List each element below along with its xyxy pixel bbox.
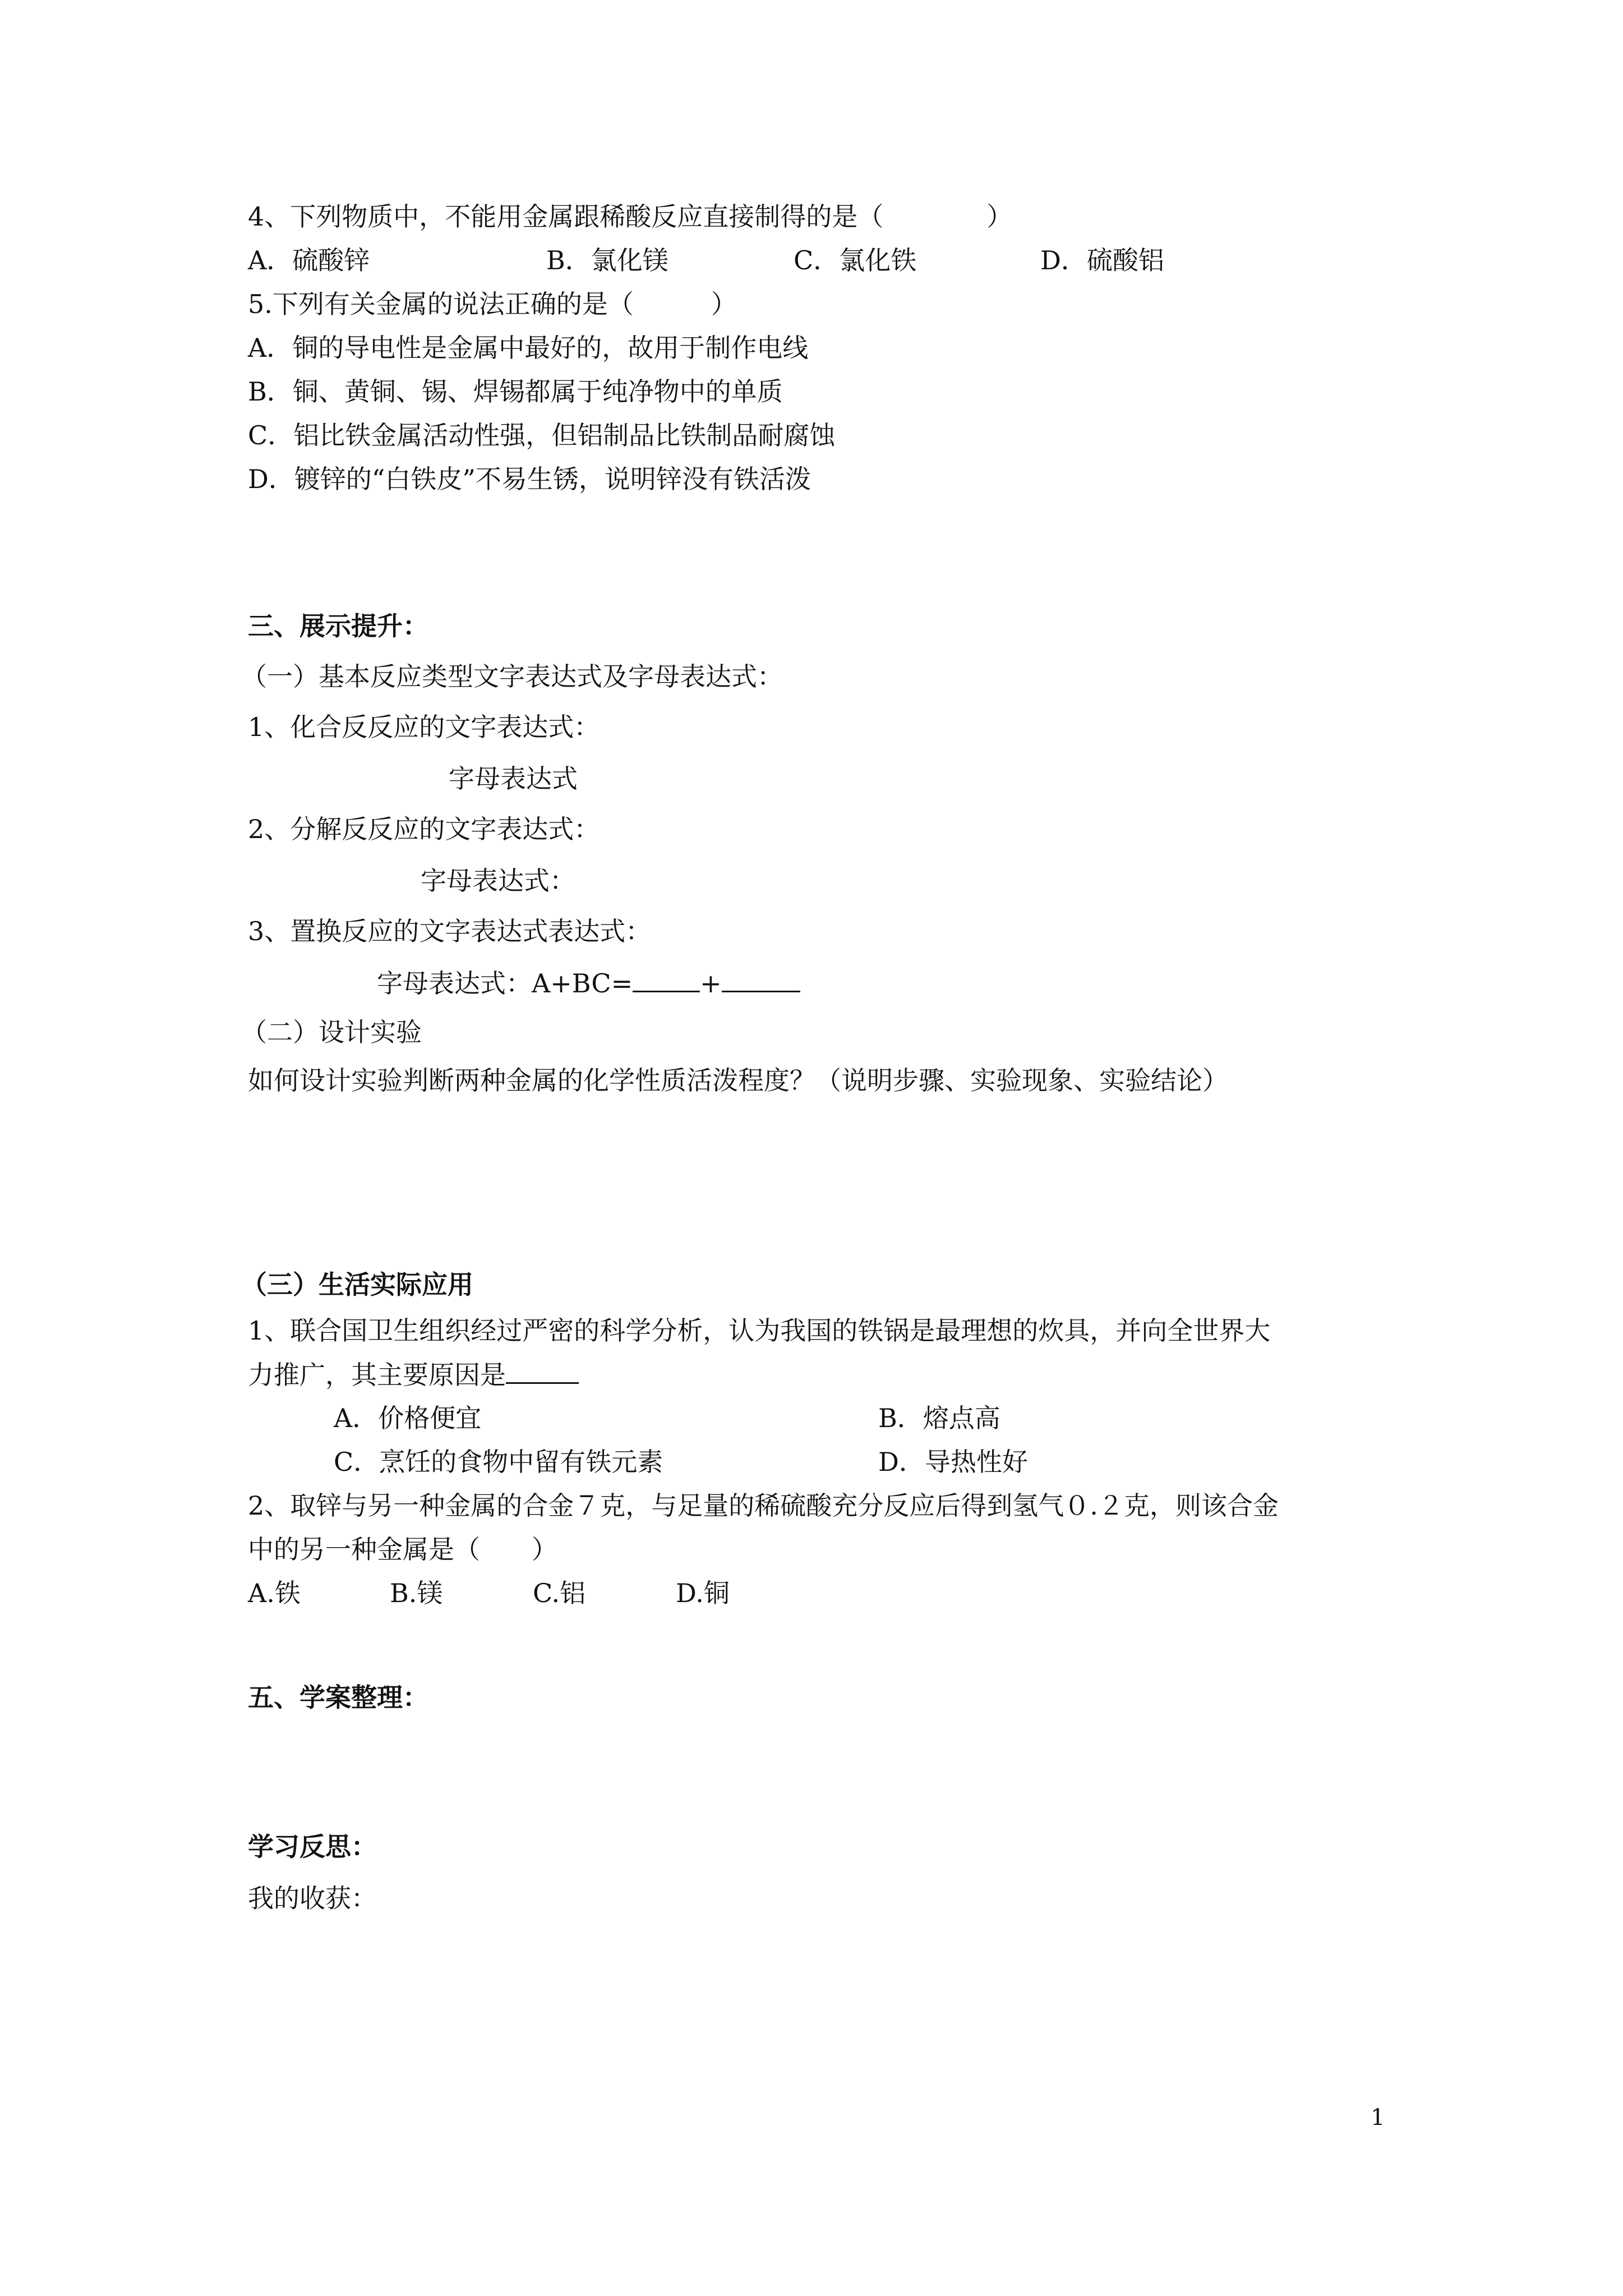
app1-line2-text: 力推广，其主要原因是 xyxy=(248,1360,506,1390)
app1-option-d: D．导热性好 xyxy=(878,1447,1028,1477)
section3-sub2: （二）设计实验 xyxy=(241,1017,422,1047)
section5-heading: 五、学案整理： xyxy=(248,1682,428,1713)
reflection-heading: 学习反思： xyxy=(248,1832,377,1862)
app1-option-c: C．烹饪的食物中留有铁元素 xyxy=(334,1447,663,1477)
app2-option-d: D.铜 xyxy=(676,1578,730,1608)
formula-prefix: 字母表达式：A+BC= xyxy=(377,968,633,999)
reflection-gains: 我的收获： xyxy=(248,1883,377,1913)
section3-sub3: （三）生活实际应用 xyxy=(241,1269,473,1300)
q4-option-c: C．氯化铁 xyxy=(794,245,917,275)
formula-blank-1 xyxy=(633,966,700,992)
q5-option-b: B．铜、黄铜、锡、焊锡都属于纯净物中的单质 xyxy=(248,376,783,407)
q5-option-c: C．铝比铁金属活动性强，但铝制品比铁制品耐腐蚀 xyxy=(248,420,836,450)
q5-stem: 5.下列有关金属的说法正确的是（ ） xyxy=(248,289,737,319)
section3-item3: 3、置换反应的文字表达式表达式： xyxy=(248,916,652,946)
section3-sub1: （一）基本反应类型文字表达式及字母表达式： xyxy=(241,661,783,692)
q4-option-a: A．硫酸锌 xyxy=(248,245,370,275)
app2-option-c: C.铝 xyxy=(533,1578,586,1608)
section3-heading: 三、展示提升： xyxy=(248,611,428,641)
app2-option-b: B.镁 xyxy=(390,1578,443,1608)
section3-item1-formula: 字母表达式 xyxy=(449,763,578,794)
section3-sub2-question: 如何设计实验判断两种金属的化学性质活泼程度？（说明步骤、实验现象、实验结论） xyxy=(248,1065,1228,1096)
page-number: 1 xyxy=(1371,2105,1385,2131)
q4-stem: 4、下列物质中，不能用金属跟稀酸反应直接制得的是（ ） xyxy=(248,201,1013,232)
q4-option-d: D．硫酸铝 xyxy=(1040,245,1164,275)
app2-line1: 2、取锌与另一种金属的合金７克，与足量的稀硫酸充分反应后得到氢气０.２克，则该合金 xyxy=(248,1490,1279,1521)
formula-plus: + xyxy=(700,968,722,999)
app2-option-a: A.铁 xyxy=(248,1578,301,1608)
formula-blank-2 xyxy=(722,966,800,992)
q5-option-a: A．铜的导电性是金属中最好的，故用于制作电线 xyxy=(248,333,809,363)
section3-item2-formula: 字母表达式： xyxy=(421,866,575,896)
app1-option-b: B．熔点高 xyxy=(878,1403,1000,1433)
app1-answer-blank xyxy=(506,1358,579,1384)
section3-item2: 2、分解反反应的文字表达式： xyxy=(248,814,600,844)
app1-line2 xyxy=(248,1358,579,1391)
section3-item3-formula xyxy=(377,966,800,1000)
q5-option-d: D．镀锌的“白铁皮”不易生锈，说明锌没有铁活泼 xyxy=(248,464,811,494)
section3-item1: 1、化合反反应的文字表达式： xyxy=(248,712,600,742)
app1-option-a: A．价格便宜 xyxy=(334,1403,482,1433)
app2-line2: 中的另一种金属是（ ） xyxy=(248,1534,557,1565)
app1-line1: 1、联合国卫生组织经过严密的科学分析，认为我国的铁锅是最理想的炊具，并向全世界大 xyxy=(248,1315,1271,1346)
q4-option-b: B．氯化镁 xyxy=(546,245,668,275)
